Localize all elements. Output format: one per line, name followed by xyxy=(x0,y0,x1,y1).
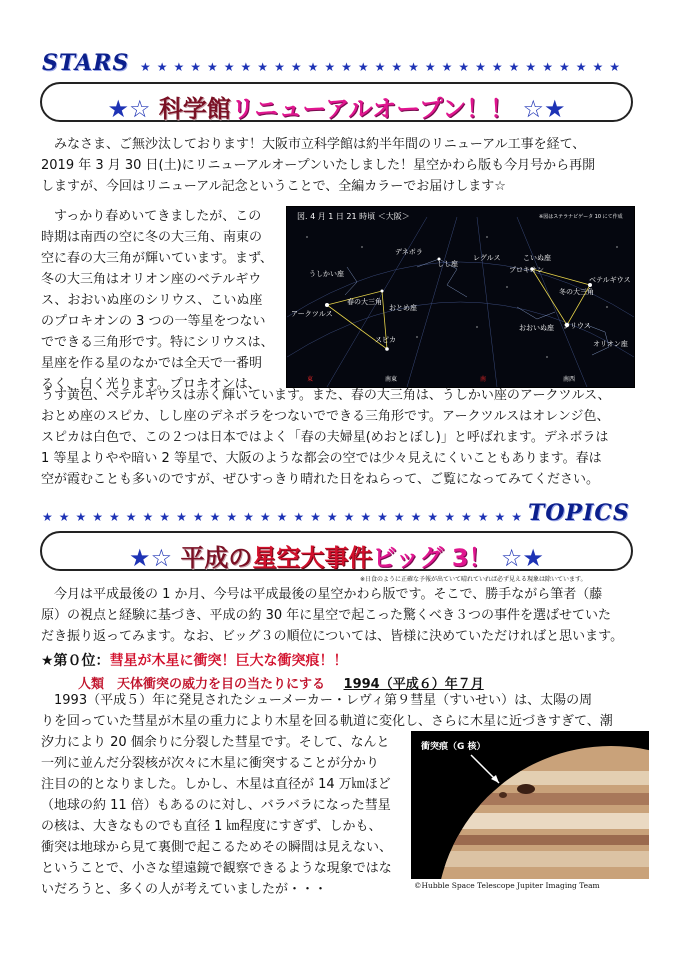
body-line: 1993（平成５）年に発見されたシューメーカー・レヴィ第９彗星（すいせい）は、太陽の周 xyxy=(41,693,593,708)
label-canis-minor: こいぬ座 xyxy=(523,254,551,262)
body-line: おとめ座のスピカ、しし座のデネボラをつないでできる三角形です。アークツルスはオレンジ色、 xyxy=(41,409,610,424)
intro-line: 2019 年 3 月 30 日(土)にリニューアルオープンいたしました！星空かわら版も今月号から再開 xyxy=(41,158,596,173)
body-line: ということで、小さな望遠鏡で観察できるような現象ではな xyxy=(41,861,392,876)
stars-section-label: STARS xyxy=(42,50,130,76)
banner-title: リニューアルオープン！！ xyxy=(230,95,515,123)
jupiter-impact-photo xyxy=(411,731,649,879)
intro-line: しますが、今回はリニューアル記念ということで、全編カラーでお届けします☆ xyxy=(41,179,506,194)
topics-footnote: ※日食のように正確な予報が出ていて晴れていれば必ず見える現象は除いています。 xyxy=(360,576,587,583)
star-icon: ☆★ xyxy=(522,95,566,123)
event-subtitle: 人類 天体衝突の威力を目の当たりにする xyxy=(78,677,326,692)
body-line: 星座を作る星のなかでは全天で一番明 xyxy=(41,356,263,371)
label-virgo: おとめ座 xyxy=(389,304,417,312)
body-line: 注目の的となりました。しかし、木星は直径が 14 万㎞ほど xyxy=(41,777,391,792)
body-line: 1 等星よりやや暗い 2 等星で、大阪のような都会の空では少々見えにくいこともあります。春は xyxy=(41,451,602,466)
intro-line: みなさま、ご無沙汰しております！大阪市立科学館は約半年間のリニューアル工事を経て、 xyxy=(41,137,586,152)
label-bootes: うしかい座 xyxy=(309,270,344,278)
event-date: 1994（平成６）年７月 xyxy=(343,677,484,692)
label-sirius: シリウス xyxy=(563,322,591,330)
banner-suffix: ビッグ 3！ xyxy=(372,544,493,572)
star-icon: ☆★ xyxy=(500,544,544,572)
intro-line: だき振り返ってみます。なお、ビッグ３の順位については、皆様に決めていただければと思います。 xyxy=(41,629,624,644)
event-body-top xyxy=(41,690,641,732)
direction-south: 南 xyxy=(480,376,487,383)
impact-scar-label: 衝突痕（G 核） xyxy=(421,742,486,752)
star-icon: ★☆ xyxy=(129,544,173,572)
jupiter-image xyxy=(411,731,649,879)
body-line: 空が霞むことも多いのですが、ぜひすっきり晴れた日をねらって、ご覧になってみてください。 xyxy=(41,472,599,487)
body-line: うす黄色、ベテルギウスは赤く輝いています。また、春の大三角は、うしかい座のアークツルス、 xyxy=(41,388,611,403)
topics-section-label: TOPICS xyxy=(528,500,630,526)
sky-map-title: 図. 4 月 1 日 21 時頃 ＜大阪＞ xyxy=(297,212,410,221)
star-decoration-row: ★★★★★★★★★★★★★★★★★★★★★★★★★★★★★ xyxy=(140,60,626,74)
label-winter-triangle: 冬の大三角 xyxy=(559,288,594,296)
renewal-banner xyxy=(40,82,633,122)
sky-map-figure xyxy=(286,206,635,388)
rank-heading xyxy=(41,650,348,670)
label-betelgeuse: ベテルギウス xyxy=(589,276,631,284)
body-line: 空に春の大三角が輝いています。まず、 xyxy=(41,251,273,266)
label-arcturus: アークツルス xyxy=(291,310,333,318)
direction-southeast: 南東 xyxy=(385,376,398,383)
label-spica: スピカ xyxy=(375,336,396,344)
renewal-intro xyxy=(41,134,641,197)
body-line: 時期は南西の空に冬の大三角、南東の xyxy=(41,230,263,245)
star-icon: ★☆ xyxy=(107,95,151,123)
body-line: 冬の大三角はオリオン座のベテルギウ xyxy=(41,272,262,287)
body-line: のプロキオンの 3 つの一等星をつない xyxy=(41,314,266,329)
banner-prefix: 科学館 xyxy=(158,95,231,123)
banner-title: 星空大事件 xyxy=(252,544,373,572)
rank-prefix: ★第０位： xyxy=(41,653,110,669)
rank-title: 彗星が木星に衝突！巨大な衝突痕！！ xyxy=(109,653,348,669)
body-line: ス、おおいぬ座のシリウス、こいぬ座 xyxy=(41,293,263,308)
big3-banner xyxy=(40,531,633,571)
triangle-text-left xyxy=(41,206,281,395)
photo-credit: ©Hubble Space Telescope Jupiter Imaging Team xyxy=(414,881,600,890)
event-body-left xyxy=(41,732,411,900)
body-line: でできる三角形です。特にシリウスは、 xyxy=(41,335,274,350)
star-decoration-row: ★★★★★★★★★★★★★★★★★★★★★★★★★★★★★ xyxy=(42,510,528,524)
sky-map-lines xyxy=(287,207,634,387)
direction-southwest: 南西 xyxy=(563,376,576,383)
body-line: 衝突は地球から見て裏側で起こるためその瞬間は見えない、 xyxy=(41,840,393,855)
body-line: いだろうと、多くの人が考えていましたが・・・ xyxy=(41,882,328,897)
body-line: 汐力により 20 個余りに分裂した彗星です。そして、なんと xyxy=(41,735,390,750)
direction-east: 東 xyxy=(307,376,314,383)
banner-heading xyxy=(42,89,631,124)
intro-line: 今月は平成最後の 1 か月、今号は平成最後の星空かわら版です。そこで、勝手ながら筆者（藤 xyxy=(41,587,603,602)
body-line: すっかり春めいてきましたが、この xyxy=(41,209,262,224)
label-regulus: レグルス xyxy=(473,254,501,262)
body-line: の核は、大きなものでも直径 1 ㎞程度にすぎず、しかも、 xyxy=(41,819,382,834)
body-line: りを回っていた彗星が木星の重力により木星を回る軌道に変化し、さらに木星に近づきすぎて、潮 xyxy=(41,714,613,729)
triangle-text-full xyxy=(41,385,641,490)
label-spring-triangle: 春の大三角 xyxy=(347,298,382,306)
label-denebola: デネボラ xyxy=(395,248,423,256)
banner-prefix: 平成の xyxy=(180,544,253,572)
topics-intro xyxy=(41,584,641,647)
intro-line: 原）の視点と経験に基づき、平成の約 30 年に星空で起こった驚くべき３つの事件を選ばせていた xyxy=(41,608,612,623)
banner-heading xyxy=(42,538,631,573)
sky-map-credit: ※図はステラナビゲータ 10 にて作成 xyxy=(539,214,623,220)
label-orion: オリオン座 xyxy=(593,340,628,348)
body-line: 一列に並んだ分裂核が次々に木星に衝突することが分かり xyxy=(41,756,380,771)
label-canis-major: おおいぬ座 xyxy=(519,324,554,332)
body-line: （地球の約 11 倍）もあるのに対し、バラバラになった彗星 xyxy=(41,798,391,813)
body-line: スピカは白色で、この２つは日本ではよく「春の夫婦星(めおとぼし)」と呼ばれます。デネボラは xyxy=(41,430,609,445)
label-procyon: プロキオン xyxy=(509,266,544,274)
body-line: るく、白く光ります。プロキオンは、 xyxy=(41,377,261,392)
label-leo: しし座 xyxy=(437,260,458,268)
